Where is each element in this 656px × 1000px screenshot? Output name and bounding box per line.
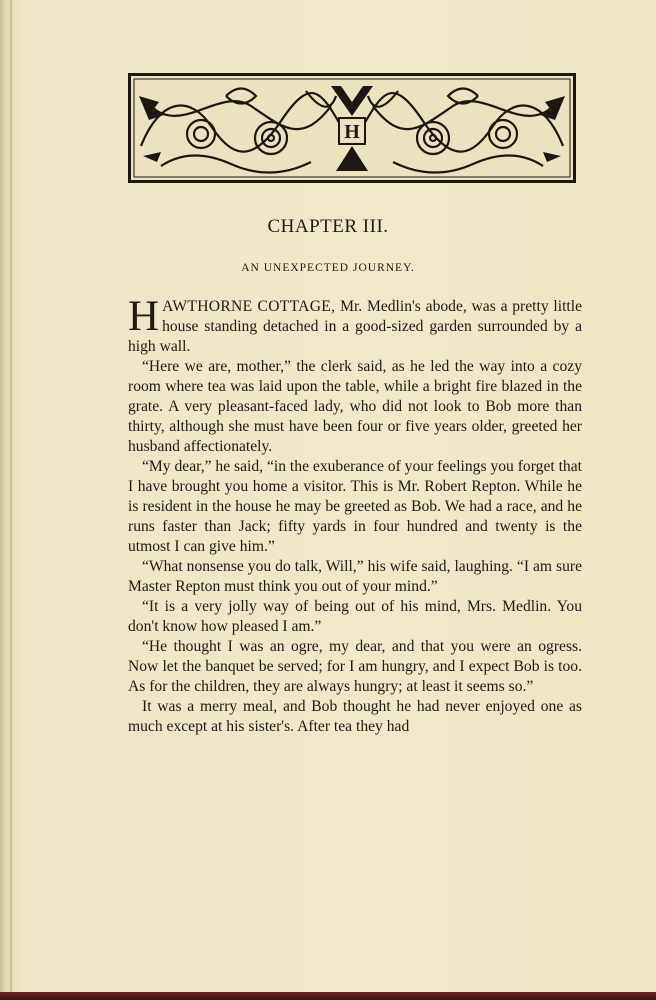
paragraph-lead-caps: AWTHORNE COTTAGE, [162,298,336,315]
paragraph-text: Mr. Medlin's abode, was a pretty little house standing detached in a good-sized garden surrounded by a high wall. [128,298,582,355]
paragraph: “It is a very jolly way of being out of his mind, Mrs. Medlin. You don't know how pleased I am.” [128,598,582,635]
headpiece-monogram: H [344,121,360,143]
paragraph: “Here we are, mother,” the clerk said, as he led the way into a cozy room where tea was laid upon the table, while a bright fire blazed in the grate. A very pleasant-faced lady, who did not look to Bob more than thirty, although she must have been four or five years older, greeted her husband affectionately. [128,358,582,455]
chapter-title: CHAPTER III. [267,216,389,237]
paragraph: “What nonsense you do talk, Will,” his wife said, laughing. “I am sure Master Repton must think you out of your mind.” [128,558,582,595]
page-gutter [10,0,12,1000]
ornamental-headpiece [128,73,576,183]
paragraph [128,293,582,357]
chapter-body [128,293,582,737]
paragraph: It was a merry meal, and Bob thought he had never enjoyed one as much except at his sister's. After tea they had [128,698,582,735]
page-bottom-edge [0,992,656,1000]
headpiece-ornament-icon [131,76,573,180]
drop-cap: H [128,293,160,340]
paragraph: “My dear,” he said, “in the exuberance of your feelings you forget that I have brought you home a visitor. This is Mr. Robert Repton. While he is resident in the house he may be greeted as Bob. We had a race, and he runs faster than Jack; fifty yards in four hundred and twenty is the utmost I can give him.” [128,458,582,555]
paragraph: “He thought I was an ogre, my dear, and that you were an ogress. Now let the banquet be served; for I am hungry, and I expect Bob is too. As for the children, they are always hungry; at least it seems so.” [128,638,582,695]
chapter-subtitle: AN UNEXPECTED JOURNEY. [241,262,415,274]
